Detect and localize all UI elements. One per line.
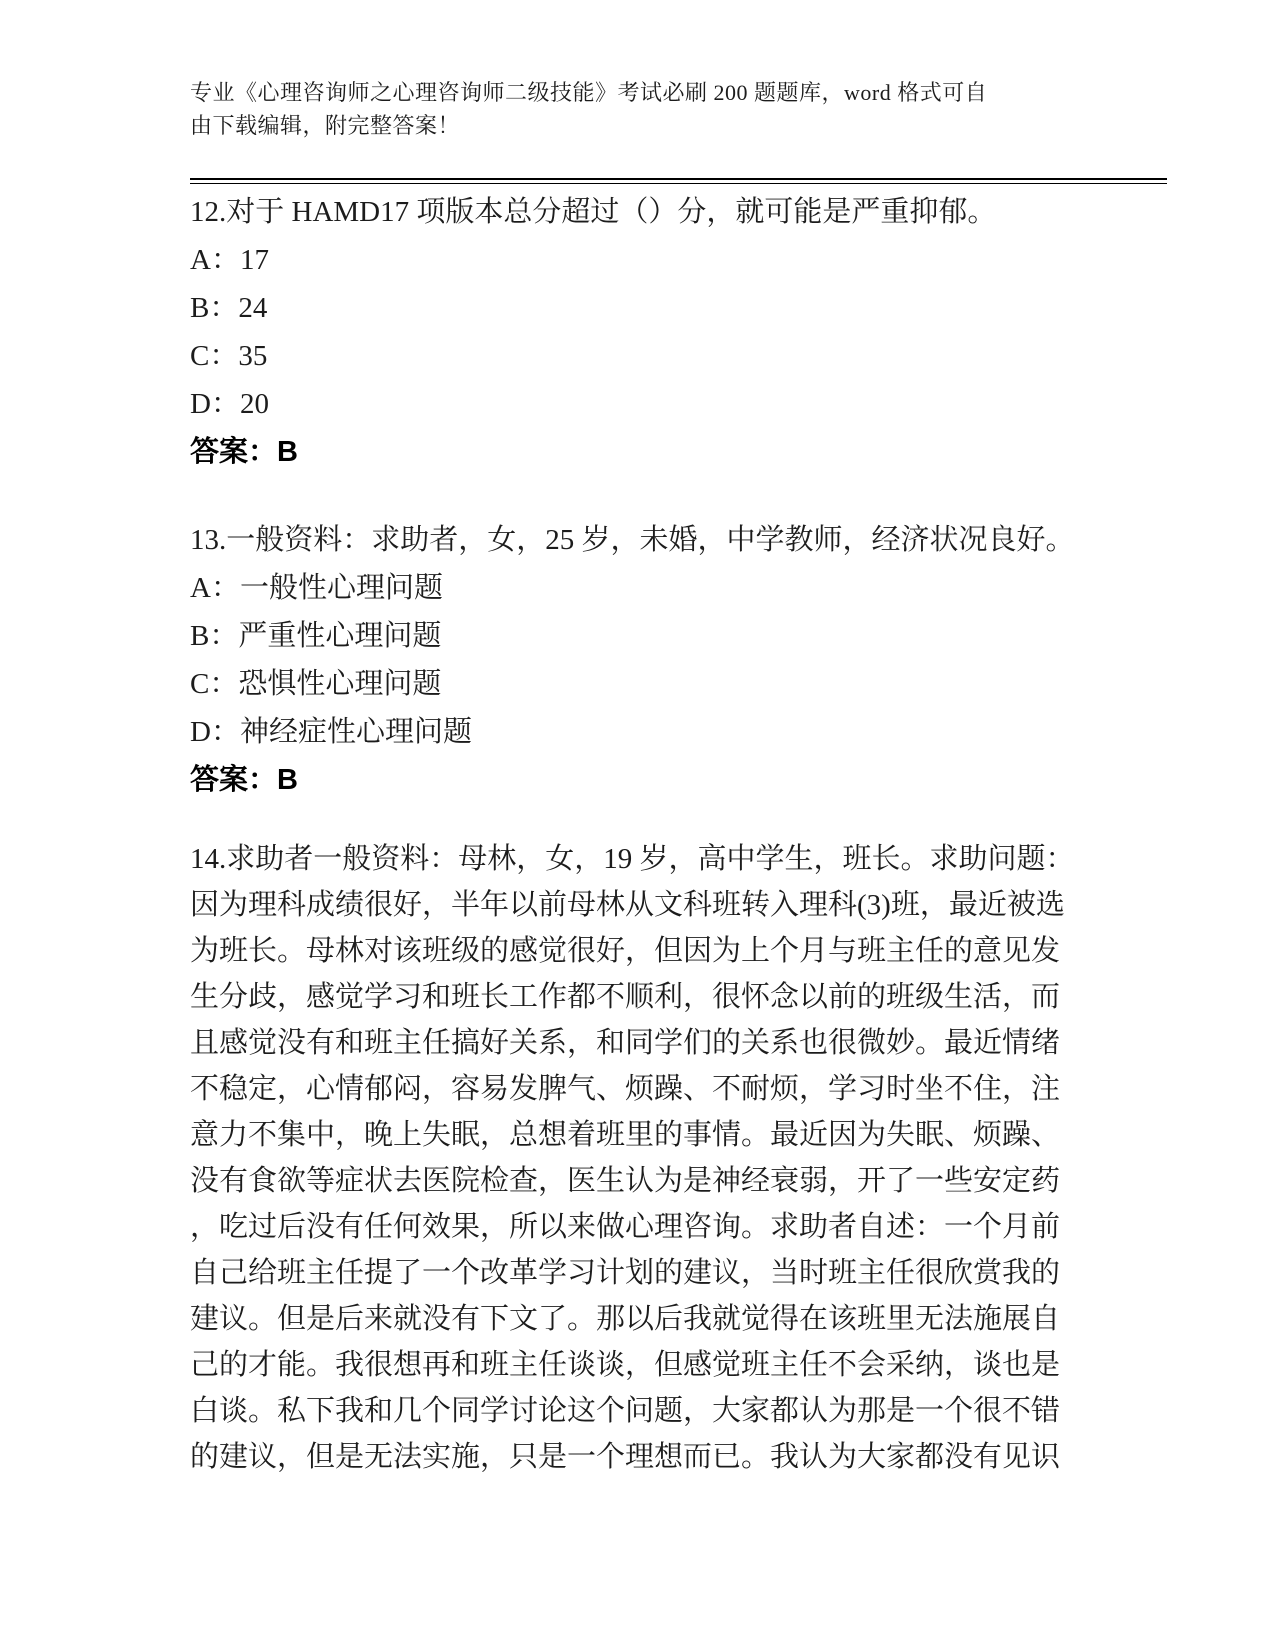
header-text-line-2: 由下载编辑，附完整答案！ bbox=[190, 113, 461, 138]
question-13-answer: 答案：B bbox=[190, 764, 298, 796]
question-14-line: 的建议，但是无法实施，只是一个理想而已。我认为大家都没有见识 bbox=[190, 1441, 1061, 1473]
question-12-option-a: A：17 bbox=[190, 244, 269, 276]
question-14-line: 白谈。私下我和几个同学讨论这个问题，大家都认为那是一个很不错 bbox=[190, 1395, 1061, 1427]
question-13-option-a: A：一般性心理问题 bbox=[190, 572, 443, 604]
question-14-line: 生分歧，感觉学习和班长工作都不顺利，很怀念以前的班级生活，而 bbox=[190, 981, 1061, 1013]
question-12-stem: 12.对于 HAMD17 项版本总分超过（）分，就可能是严重抑郁。 bbox=[190, 196, 997, 228]
header-divider-rule bbox=[190, 178, 1167, 184]
question-13-option-c: C：恐惧性心理问题 bbox=[190, 668, 442, 700]
document-header bbox=[190, 0, 1090, 142]
question-13-stem: 13.一般资料：求助者，女，25 岁，未婚，中学教师，经济状况良好。 bbox=[190, 524, 1075, 556]
question-13-option-d: D：神经症性心理问题 bbox=[190, 716, 472, 748]
question-14-line: 没有食欲等症状去医院检查，医生认为是神经衰弱，开了一些安定药 bbox=[190, 1165, 1061, 1197]
question-14-line: 不稳定，心情郁闷，容易发脾气、烦躁、不耐烦，学习时坐不住，注 bbox=[190, 1073, 1061, 1105]
question-14-line: 己的才能。我很想再和班主任谈谈，但感觉班主任不会采纳，谈也是 bbox=[190, 1349, 1061, 1381]
question-14-line: 为班长。母林对该班级的感觉很好，但因为上个月与班主任的意见发 bbox=[190, 935, 1061, 967]
question-14-line: 且感觉没有和班主任搞好关系，和同学们的关系也很微妙。最近情绪 bbox=[190, 1027, 1061, 1059]
question-14-line: 自己给班主任提了一个改革学习计划的建议，当时班主任很欣赏我的 bbox=[190, 1257, 1061, 1289]
question-block-14 bbox=[190, 836, 1075, 1480]
question-12-option-d: D：20 bbox=[190, 388, 269, 420]
question-13-option-b: B：严重性心理问题 bbox=[190, 620, 442, 652]
question-block-13 bbox=[190, 516, 1075, 804]
header-text-line-1: 专业《心理咨询师之心理咨询师二级技能》考试必刷 200 题题库，word 格式可自 bbox=[190, 80, 988, 105]
document-body bbox=[190, 188, 1075, 1480]
question-14-line: 因为理科成绩很好，半年以前母林从文科班转入理科(3)班，最近被选 bbox=[190, 889, 1065, 921]
question-14-line: 14.求助者一般资料：母林，女，19 岁，高中学生，班长。求助问题： bbox=[190, 843, 1075, 875]
question-12-answer: 答案：B bbox=[190, 436, 298, 468]
question-12-option-b: B：24 bbox=[190, 292, 268, 324]
question-14-line: 意力不集中，晚上失眠，总想着班里的事情。最近因为失眠、烦躁、 bbox=[190, 1119, 1061, 1151]
question-14-line: ，吃过后没有任何效果，所以来做心理咨询。求助者自述：一个月前 bbox=[190, 1211, 1061, 1243]
question-block-12 bbox=[190, 188, 1070, 476]
question-14-line: 建议。但是后来就没有下文了。那以后我就觉得在该班里无法施展自 bbox=[190, 1303, 1061, 1335]
question-12-option-c: C：35 bbox=[190, 340, 268, 372]
